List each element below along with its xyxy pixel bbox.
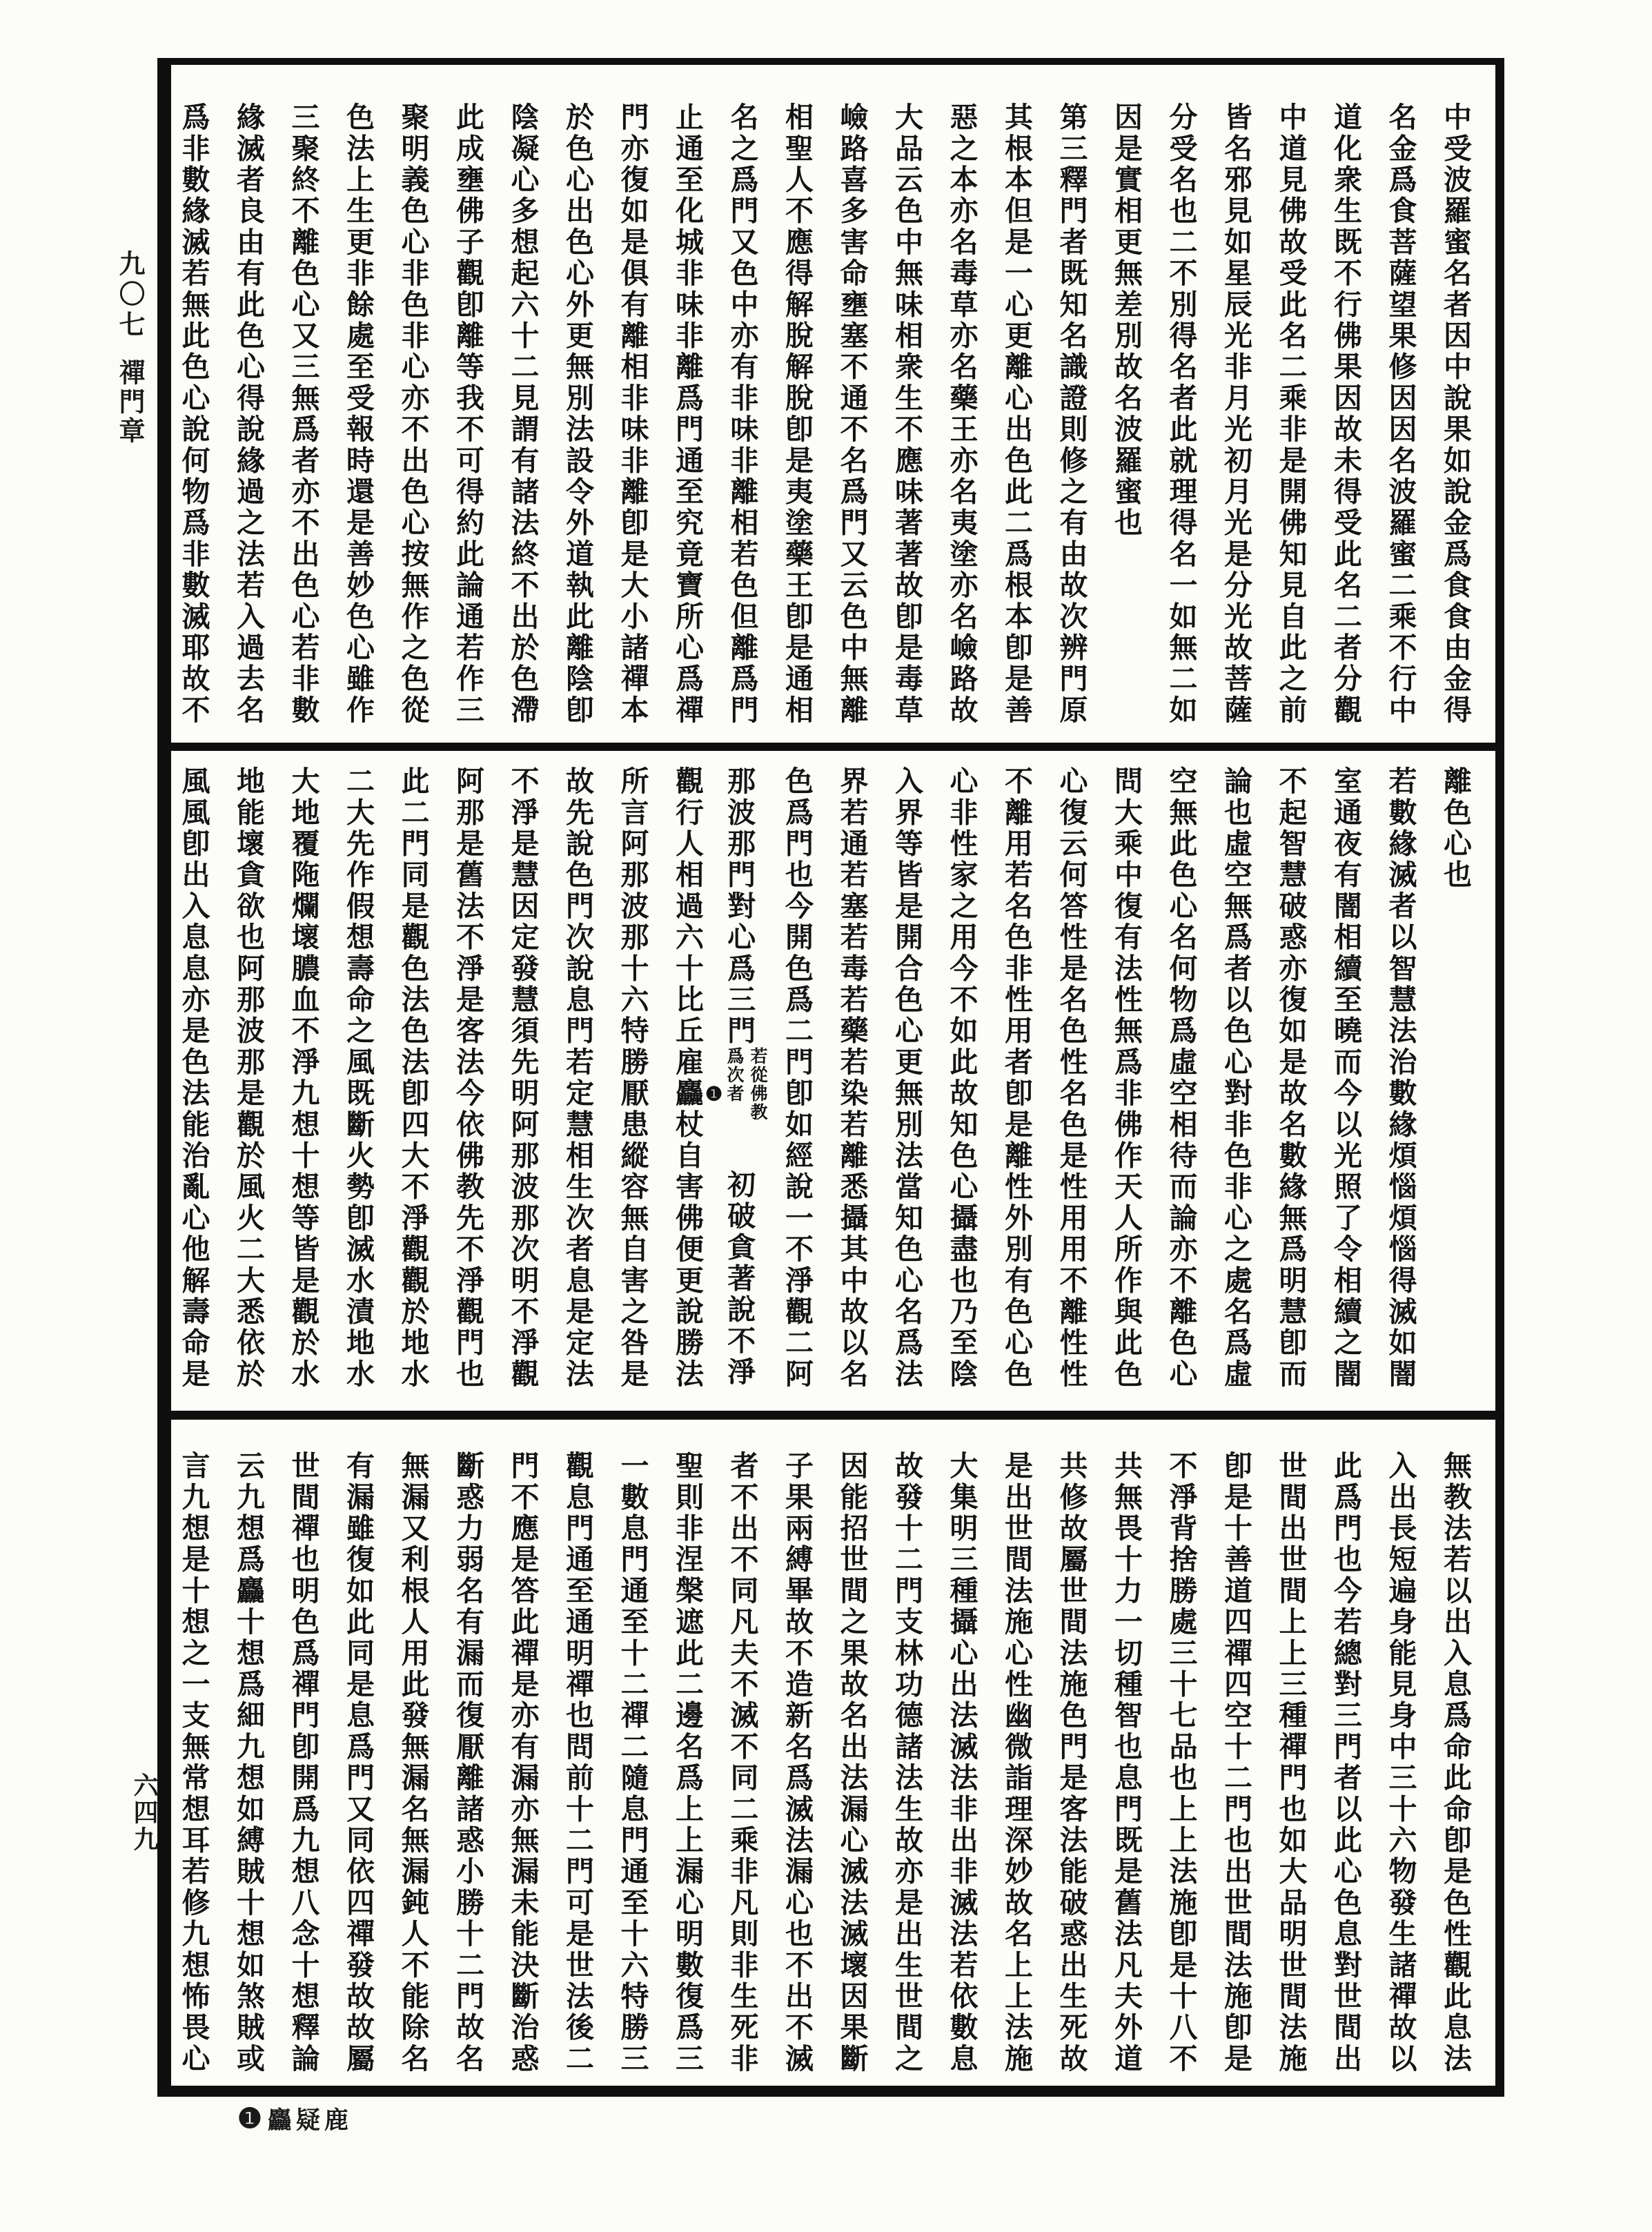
text-column: 因是實相更無差別故名波羅蜜也: [1110, 102, 1142, 539]
text-column: 其根本但是一心更離心出色此二爲根本卽是善: [1001, 102, 1032, 726]
text-column: 門亦復如是俱有離相非味非離卽是大小諸禪本: [616, 102, 649, 726]
text-column: 名之爲門又色中亦有非味非離相若色但離爲門: [726, 102, 758, 726]
text-column: 色爲門也今開色爲二門卽如經說一不淨觀二阿: [781, 766, 813, 1390]
text-column: 若數緣滅者以智慧法治數緣煩惱煩惱得滅如闇: [1384, 766, 1417, 1390]
text-column: 故發十二門支林功德諸法生故亦是出生世間之: [891, 1451, 923, 2075]
text-column: 大品云色中無味相衆生不應味著著故卽是毒草: [891, 102, 923, 726]
band-divider-1: [157, 743, 1504, 751]
text-band-1: [177, 102, 1482, 726]
text-column: 爲非數緣滅若無此色心說何物爲非數滅耶故不: [177, 102, 210, 726]
text-column: 分受名也二不別得名者此就理得名一如無二如: [1165, 102, 1197, 726]
text-column: 卽是十善道四禪四空十二門也出世間法施卽是: [1220, 1451, 1252, 2075]
text-column: 是出世間法施心性幽微詣理深妙故名上上法施: [1001, 1451, 1032, 2075]
text-band-2: [177, 766, 1482, 1391]
text-column: 不離用若名色非性用者卽是離性外別有色心色: [1001, 766, 1032, 1390]
text-column: 門不應是答此禪是亦有漏亦無漏未能決斷治惑: [507, 1451, 539, 2075]
text-column: 道化衆生既不行佛果因故未得受此名二者分觀: [1330, 102, 1361, 726]
margin-folio-number: 九〇七: [115, 250, 144, 341]
inline-annotation-note: [722, 1047, 769, 1170]
text-column: 室通夜有闇相續至曉而今以光照了令相續之闇: [1330, 766, 1361, 1390]
inline-annotation-note-column: 若從佛教: [748, 1046, 767, 1122]
inline-annotation-note-column: 爲次者: [725, 1046, 743, 1103]
text-column: 不起智慧破惑亦復如是故名數緣無爲明慧卽而: [1275, 766, 1307, 1390]
text-column: 緣滅者良由有此色心得說緣過之法若入過去名: [233, 102, 264, 726]
annotated-character: 麤 ❶: [671, 1078, 724, 1110]
text-column: 大地覆陁爛壞膿血不淨九想十想等皆是觀於水: [287, 766, 319, 1390]
footnote-marker-icon: ❶: [237, 2103, 262, 2134]
text-column: 地能壞貪欲也阿那波那是觀於風火二大悉依於: [233, 766, 264, 1390]
text-column: 於色心出色心外更無別法設令外道執此離陰卽: [562, 102, 593, 726]
text-column: 此成壅佛子觀卽離等我不可得約此論通若作三: [452, 102, 484, 726]
footnote-reference-marker-icon: ❶: [702, 1082, 724, 1106]
text-column: 聖則非涅槃遮此二邊名爲上上漏心明數復爲三: [671, 1451, 703, 2075]
text-column: 無漏又利根人用此發無漏名無漏鈍人不能除名: [397, 1451, 429, 2075]
text-column: 名金爲食菩薩望果修因因名波羅蜜二乘不行中: [1384, 102, 1417, 726]
footnote-text: 麤疑鹿: [267, 2107, 353, 2134]
text-column: 因能招世間之果故名出法漏心滅法滅壞因果斷: [836, 1451, 868, 2075]
text-column: 有漏雖復如此同是息爲門又同依四禪發故故屬: [342, 1451, 374, 2075]
text-column: 者不出不同凡夫不滅不同二乘非凡則非生死非: [726, 1451, 758, 2075]
text-column: 惡之本亦名毒草亦名藥王亦名夷塗亦名嶮路故: [945, 102, 978, 726]
text-column: 中受波羅蜜名者因中說果如說金爲食食由金得: [1439, 102, 1471, 726]
text-column: 離色心也: [1439, 766, 1471, 891]
margin-chapter-title: 禪門章: [115, 359, 144, 446]
text-column: 無教法若以出入息爲命此命卽是色性觀此息法: [1439, 1451, 1471, 2075]
text-column: 風風卽出入息息亦是色法能治亂心他解壽命是: [177, 766, 210, 1390]
text-column: 此二門同是觀色法色法卽四大不淨觀觀於地水: [397, 766, 429, 1390]
text-column: 空無此色心名何物爲虛空相待而論亦不離色心: [1165, 766, 1197, 1390]
text-column: 觀行人相過六十比丘雇麤 ❶ 杖自害佛便更說勝法: [671, 766, 724, 1391]
text-column: 共修故屬世間法施色門是客法能破惑出生死故: [1055, 1451, 1088, 2075]
text-column: 心復云何答性是名色性名色是性用用不離性性: [1055, 766, 1088, 1390]
text-column: 阿那是舊法不淨是客法今依佛教先不淨觀門也: [452, 766, 484, 1390]
text-column: 此爲門也今若總對三門者以此心色息對世間出: [1330, 1451, 1361, 2075]
text-column: 色法上生更非餘處至受報時還是善妙色心雖作: [342, 102, 374, 726]
text-column: 斷惑力弱名有漏而復厭離諸惑小勝十二門故名: [452, 1451, 484, 2075]
text-column: 世間禪也明色爲禪門卽開爲九想八念十想釋論: [287, 1451, 319, 2075]
text-column: 那波那門對心爲三門 若從佛教 爲次者 初破貪著說不淨: [715, 766, 769, 1390]
text-column: 大集明三種攝心出法滅法非出非滅法若依數息: [945, 1451, 978, 2075]
text-column: 不淨背捨勝處三十七品也上上法施卽是十八不: [1165, 1451, 1197, 2075]
text-column: 故先說色門次說息門若定慧相生次者息是定法: [562, 766, 593, 1390]
text-band-3: [177, 1451, 1482, 2075]
text-column: 入出長短遍身能見身中三十六物發生諸禪故以: [1384, 1451, 1417, 2075]
text-column: 聚明義色心非色非心亦不出色心按無作之色從: [397, 102, 429, 726]
margin-page-number: 六四九: [130, 1772, 158, 1853]
text-column: 子果兩縛畢故不造新名爲滅法漏心也不出不滅: [781, 1451, 813, 2075]
footnote: [237, 2098, 353, 2140]
text-column: 三聚終不離色心又三無爲者亦不出色心若非數: [287, 102, 319, 726]
text-column: 入界等皆是開合色心更無別法當知色心名爲法: [891, 766, 923, 1390]
text-column: 世間出世間上上三種禪門也如大品明世間法施: [1275, 1451, 1307, 2075]
text-column: 嶮路喜多害命壅塞不通不名爲門又云色中無離: [836, 102, 868, 726]
text-column: 界若通若塞若毒若藥若染若離悉攝其中故以名: [836, 766, 868, 1390]
text-column: 中道見佛故受此名二乘非是開佛知見自此之前: [1275, 102, 1307, 726]
text-column: 第三釋門者既知名識證則修之有由故次辨門原: [1055, 102, 1088, 726]
text-column: 一數息門通至十二禪二隨息門通至十六特勝三: [616, 1451, 649, 2075]
text-column: 所言阿那波那十六特勝厭患縱容無自害之咎是: [616, 766, 649, 1390]
text-column: 相聖人不應得解脫解脫卽是夷塗藥王卽是通相: [781, 102, 813, 726]
text-column: 二大先作假想壽命之風既斷火勢卽滅水漬地水: [342, 766, 374, 1390]
text-column: 論也虛空無爲者以色心對非色非心之處名爲虛: [1220, 766, 1252, 1390]
text-column: 皆名邪見如星辰光非月光初月光是分光故菩薩: [1220, 102, 1252, 726]
text-column: 心非性家之用今不如此故知色心攝盡也乃至陰: [945, 766, 978, 1390]
text-column: 止通至化城非味非離爲門通至究竟寶所心爲禪: [671, 102, 703, 726]
text-column: 云九想爲麤十想爲細九想如縛賊十想如煞賊或: [233, 1451, 264, 2075]
text-column: 言九想是十想之一支無常想耳若修九想怖畏心: [177, 1451, 210, 2075]
text-column: 陰凝心多想起六十二見謂有諸法終不出於色滯: [507, 102, 539, 726]
text-column: 問大乘中復有法性無爲非佛作天人所作與此色: [1110, 766, 1142, 1390]
text-column: 不淨是慧因定發慧須先明阿那波那次明不淨觀: [507, 766, 539, 1390]
text-column: 共無畏十力一切種智也息門既是舊法凡夫外道: [1110, 1451, 1142, 2075]
band-divider-2: [157, 1411, 1504, 1420]
text-column: 觀息門通至通明禪也問前十二門可是世法後二: [562, 1451, 593, 2075]
